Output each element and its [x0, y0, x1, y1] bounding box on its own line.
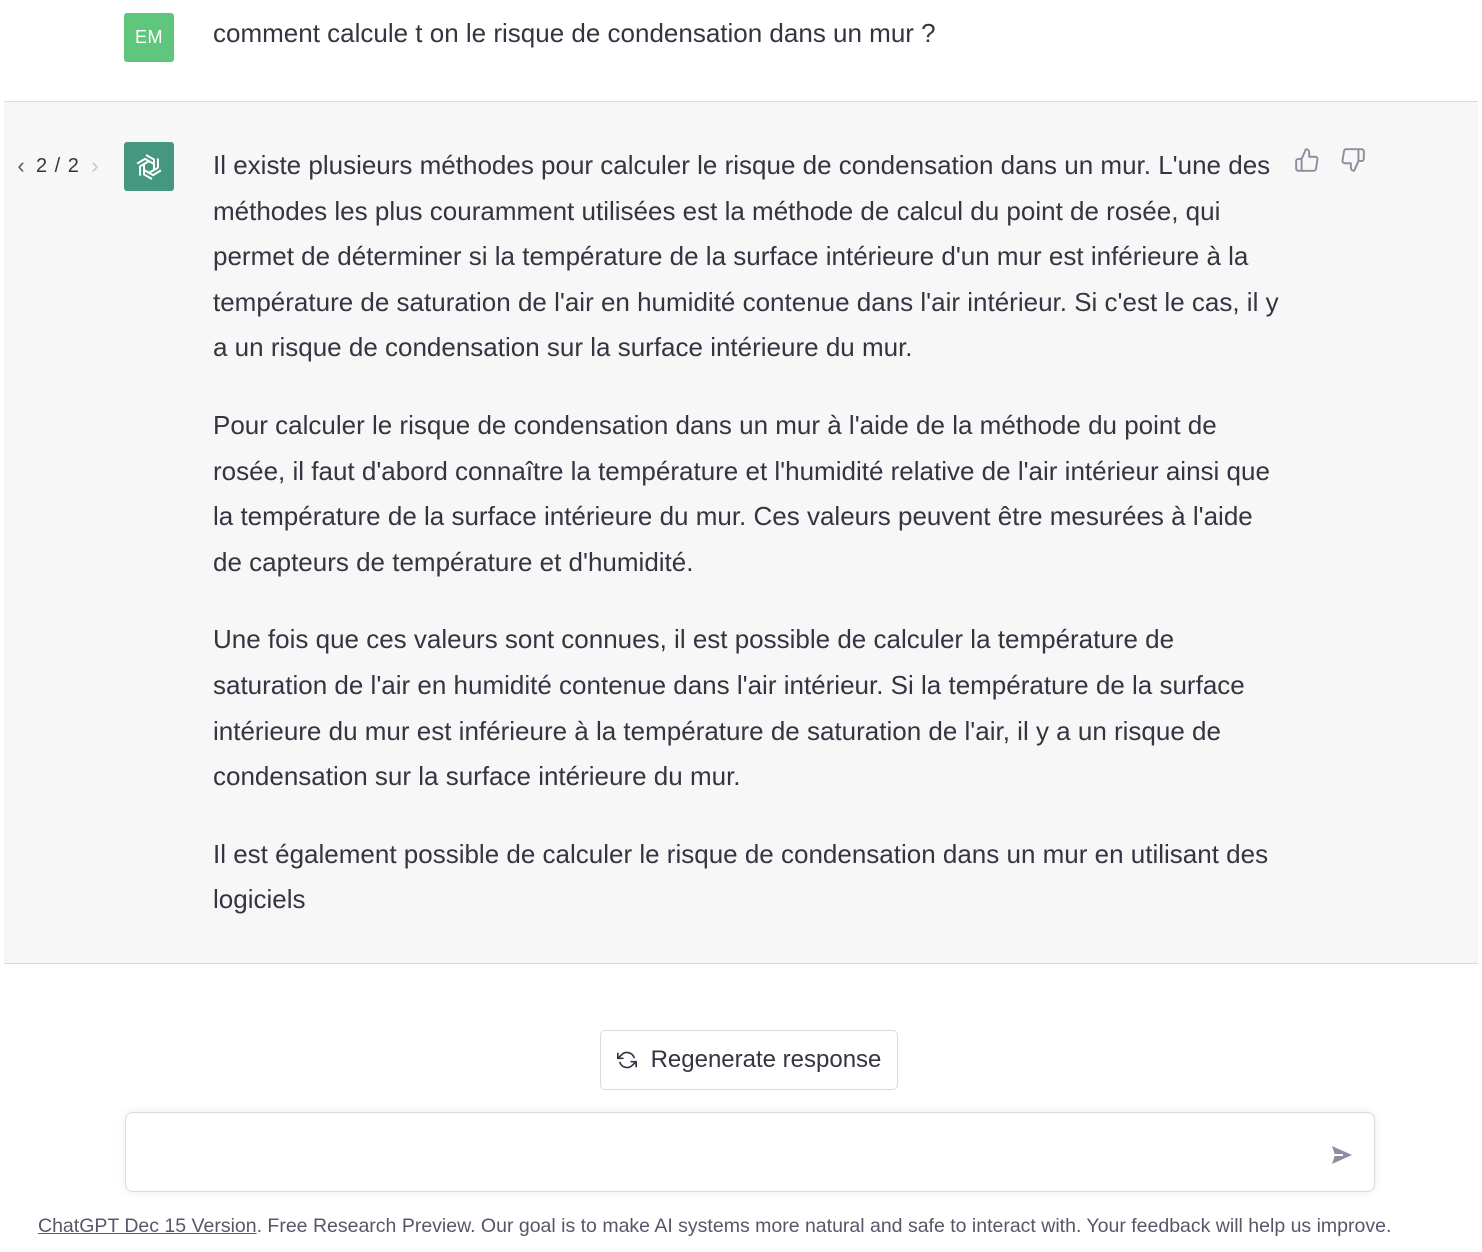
user-avatar: EM [124, 13, 174, 62]
thumbs-up-button[interactable] [1294, 146, 1320, 174]
regenerate-response-button[interactable] [600, 1030, 898, 1090]
regenerate-label: Regenerate response [650, 1046, 882, 1073]
thumbs-down-icon [1340, 146, 1366, 174]
response-paragraph: Pour calculer le risque de condensation dans un mur à l'aide de la méthode du point de rosée, il faut d'abord connaître la température et l'humidité relative de l'air intérieur ainsi que la température de la surface intérieure du mur. Ces valeurs peuvent être mesurées à l'aide de capteurs de température et d'humidité. [213, 409, 1270, 577]
chevron-right-icon[interactable]: › [91, 153, 99, 178]
openai-logo-icon [132, 150, 166, 184]
footer-text: . Free Research Preview. Our goal is to make AI systems more natural and safe to interact with. Your feedback will help us improve. [256, 1215, 1392, 1237]
message-input[interactable] [146, 1133, 1300, 1177]
assistant-avatar [124, 142, 174, 191]
user-message-row [4, 0, 1478, 102]
response-paragraph: Une fois que ces valeurs sont connues, il est possible de calculer la température de saturation de l'air en humidité contenue dans l'air intérieur. Si la température de la surface intérieure du mur est inférieure à la température de saturation de l'air, il y a un risque de condensation sur la surface intérieure du mur. [213, 624, 1245, 792]
response-paragraph: Il est également possible de calculer le risque de condensation dans un mur en utilisant des logiciels [213, 838, 1269, 915]
thumbs-up-icon [1294, 146, 1320, 174]
footer-disclaimer [38, 1213, 1391, 1239]
feedback-buttons [1294, 146, 1366, 174]
thumbs-down-button[interactable] [1340, 146, 1366, 174]
chevron-left-icon[interactable]: ‹ [17, 153, 25, 178]
version-link[interactable]: ChatGPT Dec 15 Version [38, 1215, 257, 1237]
message-composer [125, 1112, 1375, 1192]
response-pager [14, 154, 102, 178]
user-message-text: comment calcule t on le risque de condensation dans un mur ? [213, 18, 936, 48]
assistant-response [213, 143, 1283, 955]
pager-count: 2 / 2 [36, 154, 80, 177]
refresh-icon [617, 1050, 637, 1070]
send-button[interactable] [1326, 1141, 1358, 1169]
send-icon [1329, 1143, 1355, 1167]
response-paragraph: Il existe plusieurs méthodes pour calculer le risque de condensation dans un mur. L'une des méthodes les plus couramment utilisées est la méthode de calcul du point de rosée, qui permet de déterminer si la température de la surface intérieure d'un mur est inférieure à la température de saturation de l'air en humidité contenue dans l'air intérieur. Si c'est le cas, il y a un risque de condensation sur la surface intérieure du mur. [213, 150, 1279, 363]
